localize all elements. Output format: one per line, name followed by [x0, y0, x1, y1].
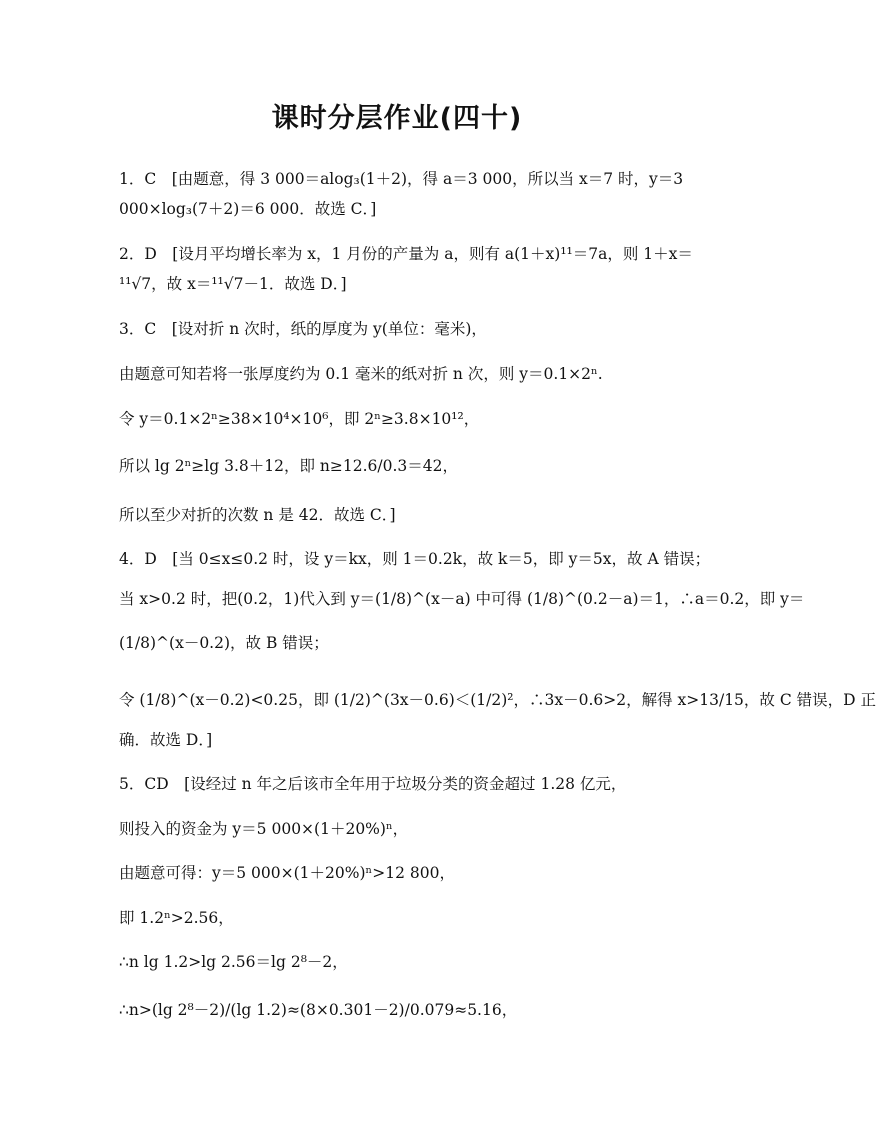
- answer-3-line-3: 令 y＝0.1×2ⁿ≥38×10⁴×10⁶，即 2ⁿ≥3.8×10¹²，: [119, 410, 480, 428]
- answer-3-line-1: 3．C [设对折 n 次时，纸的厚度为 y(单位：毫米)，: [119, 320, 487, 338]
- answer-5-line-6: ∴n>(lg 2⁸－2)/(lg 1.2)≈(8×0.301－2)/0.079≈5.16，: [119, 1001, 518, 1019]
- answer-1-line-2: 000×log₃(7＋2)＝6 000．故选 C．]: [119, 200, 377, 218]
- answer-3-line-4: 所以 lg 2ⁿ≥lg 3.8＋12，即 n≥12.6/0.3＝42，: [119, 457, 458, 475]
- answer-3-line-2: 由题意可知若将一张厚度约为 0.1 毫米的纸对折 n 次，则 y＝0.1×2ⁿ.: [119, 365, 603, 383]
- answer-5-line-4: 即 1.2ⁿ>2.56，: [119, 909, 234, 927]
- answer-5-line-5: ∴n lg 1.2>lg 2.56＝lg 2⁸－2，: [119, 953, 348, 971]
- answer-4-line-1: 4．D [当 0≤x≤0.2 时，设 y＝kx，则 1＝0.2k，故 k＝5，即 y＝5x，故 A 错误；: [119, 550, 711, 568]
- answer-4-line-3: (1/8)^(x－0.2)，故 B 错误；: [119, 634, 329, 652]
- answer-1-line-1: 1．C [由题意，得 3 000＝alog₃(1＋2)，得 a＝3 000，所以当 x＝7 时，y＝3: [119, 170, 684, 188]
- answer-5-line-1: 5．CD [设经过 n 年之后该市全年用于垃圾分类的资金超过 1.28 亿元，: [119, 775, 627, 793]
- answer-4-line-2: 当 x>0.2 时，把(0.2，1)代入到 y＝(1/8)^(x－a) 中可得 (1/8)^(0.2－a)＝1，∴a＝0.2，即 y＝: [119, 590, 805, 608]
- answer-2-line-2: ¹¹√7，故 x＝¹¹√7－1．故选 D．]: [119, 275, 347, 293]
- answer-4-line-5: 确．故选 D．]: [119, 731, 213, 749]
- answer-5-line-3: 由题意可得：y＝5 000×(1＋20%)ⁿ>12 800，: [119, 864, 455, 882]
- answer-3-line-5: 所以至少对折的次数 n 是 42．故选 C．]: [119, 506, 396, 524]
- answer-4-line-4: 令 (1/8)^(x－0.2)<0.25，即 (1/2)^(3x－0.6)＜(1/2)²，∴3x－0.6>2，解得 x>13/15，故 C 错误，D 正: [119, 691, 876, 709]
- page-title: 课时分层作业(四十): [271, 103, 523, 134]
- answer-2-line-1: 2．D [设月平均增长率为 x，1 月份的产量为 a，则有 a(1＋x)¹¹＝7a，则 1＋x＝: [119, 245, 693, 263]
- answer-5-line-2: 则投入的资金为 y＝5 000×(1＋20%)ⁿ，: [119, 820, 409, 838]
